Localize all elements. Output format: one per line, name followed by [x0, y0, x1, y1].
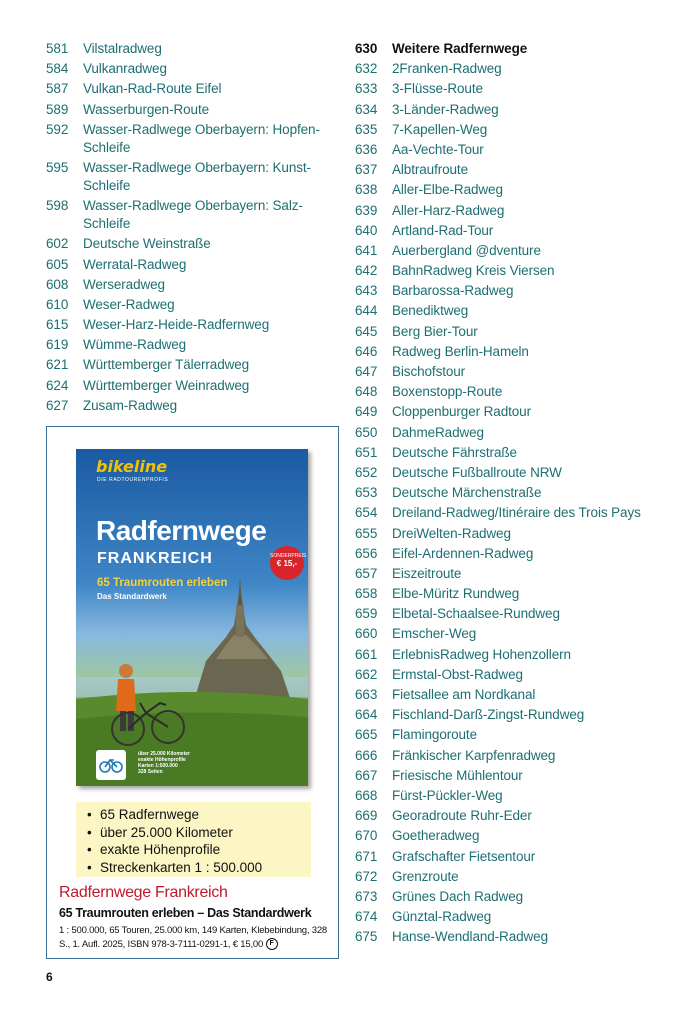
route-name: Fränkischer Karpfenradweg — [392, 747, 556, 763]
route-page-number: 634 — [355, 101, 378, 117]
route-page-number: 670 — [355, 828, 378, 844]
route-name: Wasser-Radlwege Oberbayern: Salz-Schleife — [83, 198, 303, 232]
route-page-number: 638 — [355, 182, 378, 198]
route-name: BahnRadweg Kreis Viersen — [392, 263, 555, 279]
route-entry[interactable] — [355, 101, 675, 119]
route-entry[interactable] — [355, 242, 675, 260]
route-name: Grafschafter Fietsentour — [392, 848, 536, 864]
route-page-number: 627 — [46, 397, 69, 413]
route-name: Wümme-Radweg — [83, 337, 187, 353]
price-badge-value: € 15,- — [276, 559, 298, 568]
route-entry[interactable] — [46, 40, 346, 58]
page-number: 6 — [46, 970, 53, 984]
route-name: Weser-Harz-Heide-Radfernweg — [83, 317, 270, 333]
route-entry[interactable] — [46, 356, 346, 374]
route-name: Elbetal-Schaalsee-Rundweg — [392, 606, 560, 622]
route-page-number: 666 — [355, 747, 378, 763]
route-page-number: 651 — [355, 444, 378, 460]
book-details — [59, 924, 331, 951]
route-entry[interactable] — [46, 397, 346, 415]
cover-title: Radfernwege — [96, 515, 267, 546]
route-page-number: 639 — [355, 202, 378, 218]
route-entry[interactable] — [355, 323, 675, 341]
route-page-number: 592 — [46, 121, 69, 137]
route-page-number: 656 — [355, 545, 378, 561]
route-name: Auerbergland @dventure — [392, 242, 541, 258]
route-page-number: 652 — [355, 464, 378, 480]
route-name: DreiWelten-Radweg — [392, 525, 511, 541]
route-name: Wasser-Radlwege Oberbayern: Hopfen-Schleife — [83, 121, 320, 155]
route-name: Werseradweg — [83, 276, 165, 292]
cover-fact: exakte Höhenprofile — [138, 757, 186, 763]
route-page-number: 615 — [46, 317, 69, 333]
route-entry[interactable] — [46, 60, 346, 78]
route-entry[interactable] — [355, 444, 675, 462]
route-entry[interactable] — [355, 302, 675, 320]
route-page-number: 619 — [46, 337, 69, 353]
route-name: Württemberger Tälerradweg — [83, 357, 250, 373]
left-route-list — [46, 40, 346, 417]
route-page-number: 650 — [355, 424, 378, 440]
route-entry[interactable] — [46, 101, 346, 119]
route-page-number: 610 — [46, 296, 69, 312]
route-page-number: 621 — [46, 357, 69, 373]
cover-fact: 328 Seiten — [138, 769, 163, 775]
route-name: Barbarossa-Radweg — [392, 283, 514, 299]
route-page-number: 654 — [355, 505, 378, 521]
route-name: Deutsche Fußballroute NRW — [392, 464, 562, 480]
route-name: Vilstalradweg — [83, 41, 162, 56]
route-page-number: 635 — [355, 121, 378, 137]
route-page-number: 667 — [355, 767, 378, 783]
route-name: Eiszeitroute — [392, 565, 462, 581]
route-name: Grenzroute — [392, 868, 459, 884]
route-entry[interactable] — [355, 141, 675, 159]
price-badge-label: SONDERPREIS — [270, 553, 307, 559]
route-name: Cloppenburger Radtour — [392, 404, 531, 420]
route-page-number: 584 — [46, 61, 69, 77]
route-page-number: 661 — [355, 646, 378, 662]
route-entry[interactable] — [355, 403, 675, 421]
route-name: ErlebnisRadweg Hohenzollern — [392, 646, 571, 662]
route-page-number: 589 — [46, 101, 69, 117]
route-entry[interactable] — [46, 316, 346, 334]
route-entry[interactable] — [355, 767, 675, 785]
route-entry[interactable] — [355, 161, 675, 179]
route-page-number: 602 — [46, 236, 69, 252]
route-entry[interactable] — [355, 848, 675, 866]
route-page-number: 649 — [355, 404, 378, 420]
route-page-number: 673 — [355, 888, 378, 904]
book-subtitle: 65 Traumrouten erleben – Das Standardwerk — [59, 906, 312, 920]
feature-item: • Streckenkarten 1 : 500.000 — [100, 859, 311, 877]
route-page-number: 662 — [355, 666, 378, 682]
route-page-number: 674 — [355, 909, 378, 925]
route-page-number: 608 — [46, 276, 69, 292]
route-name: Berg Bier-Tour — [392, 323, 478, 339]
route-page-number: 659 — [355, 606, 378, 622]
route-page-number: 640 — [355, 222, 378, 238]
route-name: Benediktweg — [392, 303, 469, 319]
route-name: Württemberger Weinradweg — [83, 377, 250, 393]
route-entry[interactable] — [355, 262, 675, 280]
route-entry[interactable] — [355, 121, 675, 139]
route-name: Weser-Radweg — [83, 296, 175, 312]
feature-item: • exakte Höhenprofile — [100, 841, 311, 859]
cover-country: FRANKREICH — [97, 550, 213, 567]
route-entry[interactable] — [355, 525, 675, 543]
route-entry[interactable] — [355, 363, 675, 381]
route-entry[interactable] — [355, 383, 675, 401]
book-promo-box — [46, 426, 339, 959]
cover-brand: bikeline — [96, 457, 168, 476]
route-entry[interactable] — [355, 827, 675, 845]
route-page-number: 581 — [46, 41, 69, 56]
route-entry[interactable] — [355, 181, 675, 199]
route-name: Vulkanradweg — [83, 61, 167, 77]
route-name: Ermstal-Obst-Radweg — [392, 666, 523, 682]
route-entry[interactable] — [355, 605, 675, 623]
route-entry[interactable] — [46, 121, 346, 157]
route-entry[interactable] — [355, 928, 675, 946]
route-entry[interactable] — [355, 747, 675, 765]
route-page-number: 665 — [355, 727, 378, 743]
book-details-text: 1 : 500.000, 65 Touren, 25.000 km, 149 Karten, Klebebindung, 328 S., 1. Aufl. 2025, ISBN 978-3-7111-0291-1, € 15,00 — [59, 925, 328, 950]
route-name: Fischland-Darß-Zingst-Rundweg — [392, 707, 585, 723]
route-name: Radweg Berlin-Hameln — [392, 343, 529, 359]
route-name: Friesische Mühlentour — [392, 767, 523, 783]
route-name: 7-Kapellen-Weg — [392, 121, 488, 137]
route-entry[interactable] — [46, 159, 346, 195]
route-entry[interactable] — [355, 706, 675, 724]
feature-item: • über 25.000 Kilometer — [100, 824, 311, 842]
route-entry[interactable] — [46, 377, 346, 395]
route-page-number: 647 — [355, 364, 378, 379]
route-name: Vulkan-Rad-Route Eifel — [83, 81, 222, 97]
cover-fact: Karten 1:500.000 — [138, 763, 178, 769]
route-entry[interactable] — [46, 296, 346, 314]
route-name: 3-Länder-Radweg — [392, 101, 499, 117]
route-entry[interactable] — [46, 235, 346, 253]
route-page-number: 658 — [355, 586, 378, 602]
cover-subtitle: 65 Traumrouten erleben — [97, 577, 228, 589]
route-name: Deutsche Fährstraße — [392, 444, 517, 460]
route-name: Deutsche Weinstraße — [83, 236, 211, 252]
route-page-number: 653 — [355, 485, 378, 501]
route-page-number: 624 — [46, 377, 69, 393]
route-page-number: 655 — [355, 525, 378, 541]
route-page-number: 675 — [355, 929, 378, 945]
route-page-number: 642 — [355, 263, 378, 279]
cover-brand-subtitle: DIE RADTOURENPROFIS — [97, 477, 169, 483]
book-title[interactable]: Radfernwege Frankreich — [59, 884, 228, 901]
route-name: Zusam-Radweg — [83, 397, 178, 413]
route-name: Aller-Harz-Radweg — [392, 202, 505, 218]
route-page-number: 598 — [46, 198, 69, 214]
route-entry[interactable] — [355, 868, 675, 886]
route-name: Bischofstour — [392, 364, 466, 379]
route-page-number: 643 — [355, 283, 378, 299]
route-page-number: 669 — [355, 808, 378, 824]
route-entry[interactable] — [355, 908, 675, 926]
route-name: Günztal-Radweg — [392, 909, 492, 925]
route-name: Deutsche Märchenstraße — [392, 485, 542, 501]
route-entry[interactable] — [355, 585, 675, 603]
route-name: Fürst-Pückler-Weg — [392, 787, 503, 803]
feature-list — [76, 802, 311, 877]
route-page-number: 633 — [355, 81, 378, 97]
route-name: Grünes Dach Radweg — [392, 888, 524, 904]
route-page-number: 664 — [355, 707, 378, 723]
route-entry[interactable] — [355, 787, 675, 805]
route-name: DahmeRadweg — [392, 424, 484, 440]
route-entry[interactable] — [46, 336, 346, 354]
route-entry[interactable] — [355, 80, 675, 98]
route-name: Boxenstopp-Route — [392, 384, 503, 400]
route-entry[interactable] — [355, 484, 675, 502]
route-entry[interactable] — [355, 222, 675, 240]
route-name: Hanse-Wendland-Radweg — [392, 929, 548, 945]
route-page-number: 663 — [355, 687, 378, 702]
route-page-number: 637 — [355, 162, 378, 178]
route-name: Dreiland-Radweg/Itinéraire des Trois Pays — [392, 505, 641, 521]
route-name: Weitere Radfernwege — [392, 41, 528, 56]
route-entry[interactable] — [46, 256, 346, 274]
route-page-number: 636 — [355, 141, 378, 157]
route-page-number: 646 — [355, 343, 378, 359]
route-entry[interactable] — [355, 807, 675, 825]
route-entry[interactable] — [355, 565, 675, 583]
book-cover[interactable] — [76, 449, 308, 786]
route-page-number: 671 — [355, 848, 378, 864]
route-page-number: 644 — [355, 303, 378, 319]
route-name: 3-Flüsse-Route — [392, 81, 483, 97]
route-entry[interactable] — [46, 197, 346, 233]
route-page-number: 587 — [46, 81, 69, 97]
france-badge-icon: F — [266, 938, 278, 950]
route-page-number: 657 — [355, 565, 378, 581]
route-name: Fietsallee am Nordkanal — [392, 687, 536, 702]
right-route-list — [355, 40, 675, 948]
route-entry[interactable] — [355, 60, 675, 78]
route-entry[interactable] — [355, 666, 675, 684]
route-entry[interactable] — [46, 276, 346, 294]
route-name: Werratal-Radweg — [83, 256, 187, 272]
cover-illustration — [76, 449, 308, 786]
route-page-number: 660 — [355, 626, 378, 642]
route-name: Wasser-Radlwege Oberbayern: Kunst-Schleife — [83, 159, 311, 193]
cover-facts — [138, 751, 190, 775]
section-heading[interactable] — [355, 40, 675, 58]
route-entry[interactable] — [355, 888, 675, 906]
route-page-number: 648 — [355, 384, 378, 400]
route-name: Artland-Rad-Tour — [392, 222, 494, 238]
feature-item: • 65 Radfernwege — [100, 806, 311, 824]
route-name: 2Franken-Radweg — [392, 61, 502, 77]
route-name: Flamingoroute — [392, 727, 477, 743]
route-name: Albtraufroute — [392, 162, 468, 178]
route-entry[interactable] — [355, 625, 675, 643]
route-entry[interactable] — [355, 282, 675, 300]
cover-fact: über 25.000 Kilometer — [138, 751, 190, 757]
route-entry[interactable] — [355, 726, 675, 744]
route-entry[interactable] — [355, 424, 675, 442]
route-entry[interactable] — [355, 646, 675, 664]
route-name: Wasserburgen-Route — [83, 101, 210, 117]
route-page-number: 645 — [355, 323, 378, 339]
route-name: Aa-Vechte-Tour — [392, 141, 484, 157]
route-entry[interactable] — [355, 504, 675, 522]
route-name: Emscher-Weg — [392, 626, 477, 642]
cover-subtitle-2: Das Standardwerk — [97, 592, 167, 601]
price-badge — [270, 546, 307, 580]
route-page-number: 595 — [46, 159, 69, 175]
route-page-number: 605 — [46, 256, 69, 272]
route-page-number: 668 — [355, 787, 378, 803]
route-page-number: 632 — [355, 61, 378, 77]
route-page-number: 630 — [355, 41, 378, 56]
route-page-number: 672 — [355, 868, 378, 884]
route-name: Eifel-Ardennen-Radweg — [392, 545, 534, 561]
route-name: Goetheradweg — [392, 828, 480, 844]
route-entry[interactable] — [355, 202, 675, 220]
route-entry[interactable] — [355, 464, 675, 482]
route-entry[interactable] — [46, 80, 346, 98]
route-entry[interactable] — [355, 686, 675, 704]
route-name: Elbe-Müritz Rundweg — [392, 586, 520, 602]
route-name: Georadroute Ruhr-Eder — [392, 808, 532, 824]
bike-logo-icon — [96, 750, 126, 780]
route-entry[interactable] — [355, 545, 675, 563]
route-name: Aller-Elbe-Radweg — [392, 182, 503, 198]
route-entry[interactable] — [355, 343, 675, 361]
route-page-number: 641 — [355, 242, 378, 258]
